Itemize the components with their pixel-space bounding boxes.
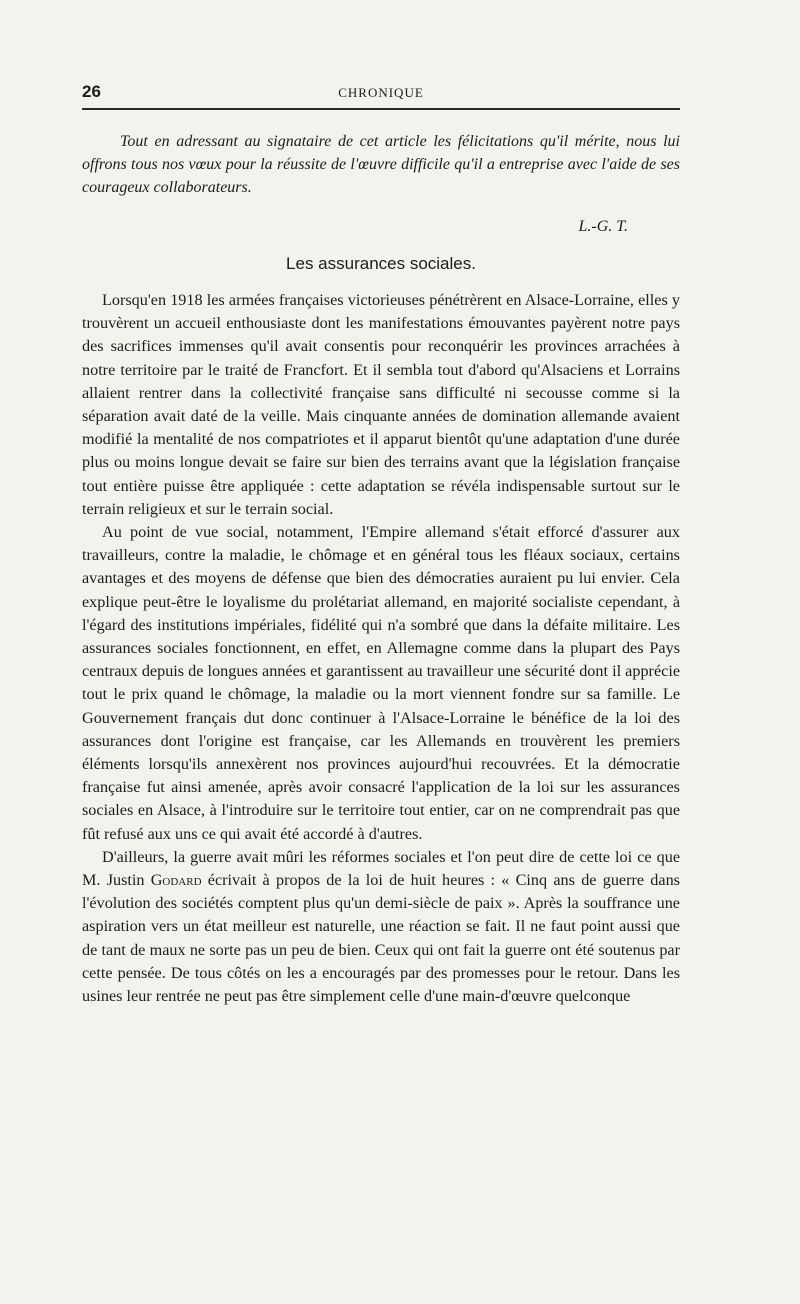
paragraph-3-rest: écrivait à propos de la loi de huit heures : « Cinq ans de guerre dans l'évolution des sociétés comptent plus qu'un demi-siècle de paix ». Après la souffrance une aspiration vers un état meilleur est naturelle, une réaction se fait. Il ne faut point aussi que de tant de maux ne sorte pas un peu de bien. Ceux qui ont fait la guerre ont été soutenus par cette pensée. De tous côtés on les a encouragés par des promesses pour le retour. Dans les usines leur rentrée ne peut pas être simplement celle d'une main-d'œuvre quelconque xyxy=(82,871,680,1006)
page-number: 26 xyxy=(82,82,101,101)
body-paragraph-3 xyxy=(82,846,680,1008)
paragraph-3-start: D'ailleurs, la guerre avait mûri les réformes sociales et l'on peut dire de cette loi ce que M. Justin xyxy=(82,847,680,890)
section-title: Les assurances sociales. xyxy=(286,254,476,273)
body-paragraph-2: Au point de vue social, notamment, l'Empire allemand s'était efforcé d'assurer aux travailleurs, contre la maladie, le chômage et en général tous les fléaux sociaux, certains avantages et des moyens de défense que bien des démocraties auraient pu lui envier. Cela explique peut-être le loyalisme du prolétariat allemand, en majorité socialiste cependant, à l'égard des institutions impériales, fidélité qui n'a sombré que dans la défaite militaire. Les assurances sociales fonctionnent, en effet, en Allemagne comme dans la plupart des Pays centraux depuis de longues années et garantissent au travailleur une sécurité dont il apprécie tout le prix quand le chômage, la maladie ou la mort viennent fondre sur sa famille. Le Gouvernement français dut donc continuer à l'Alsace-Lorraine le bénéfice de la loi des assurances dont l'origine est française, car les Allemands en trouvèrent les premiers éléments lorsqu'ils annexèrent nos provinces aujourd'hui recouvrées. Et la démocratie française fut ainsi amenée, après avoir consacré l'application de la loi sur les assurances sociales en Alsace, à l'introduire sur le territoire tout entier, car on ne comprendrait pas que fût refusé aux uns ce qui avait été accordé à d'autres. xyxy=(82,523,680,843)
intro-paragraph: Tout en adressant au signataire de cet article les félicitations qu'il mérite, nous lui offrons tous nos vœux pour la réussite de l'œuvre difficile qu'il a entreprise avec l'aide de ses courageux collaborateurs. xyxy=(82,133,680,196)
body-paragraph-1: Lorsqu'en 1918 les armées françaises victorieuses pénétrèrent en Alsace-Lorraine, elles y trouvèrent un accueil enthousiaste dont les manifestations émouvantes payèrent notre pays des sacrifices immenses qu'il avait consentis pour reconquérir les provinces arrachées à notre territoire par le traité de Francfort. Et il sembla tout d'abord qu'Alsaciens et Lorrains allaient rentrer dans la collectivité française sans difficulté ni secousse comme si la séparation avait daté de la veille. Mais cinquante années de domination allemande avaient modifié la mentalité de nos compatriotes et il apparut bientôt qu'une adaptation d'une durée plus ou moins longue devait se faire sur bien des terrains avant que la législation française tout entière puisse être appliquée : cette adaptation se révéla indispensable surtout sur le terrain religieux et sur le terrain social. xyxy=(82,291,680,518)
page-header xyxy=(82,78,680,110)
running-head: CHRONIQUE xyxy=(338,85,424,100)
page xyxy=(82,78,680,1008)
author-name: Godard xyxy=(150,871,202,890)
intro-signature: L.-G. T. xyxy=(578,218,628,235)
